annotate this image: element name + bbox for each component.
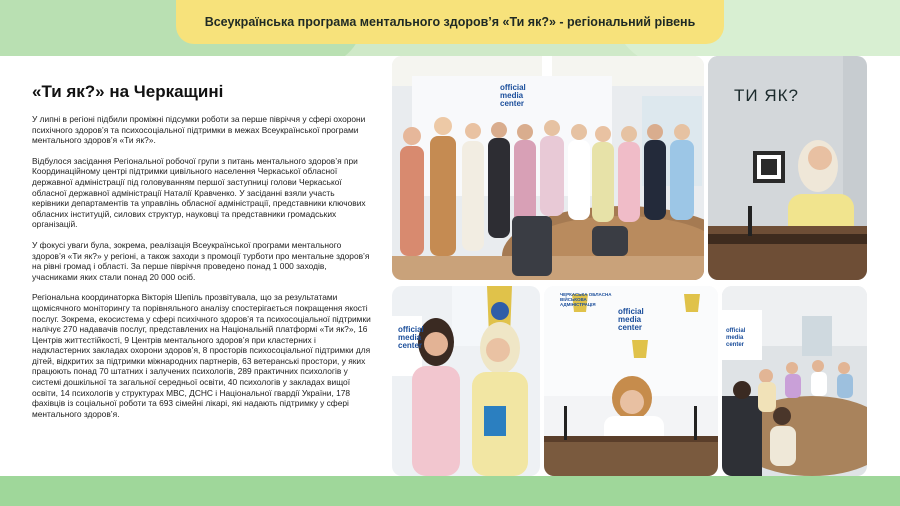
program-logo-text: ТИ ЯК? [734, 86, 799, 105]
article-paragraph-3: У фокусі уваги була, зокрема, реалізація Всеукраїнської програми ментального здоров’я «Ти як?» у регіоні, а також заходи з промоції турботи про ментальне здоров’я на рівні громад і області. За перше півріччя проведено понад 1 000 заходів, учасниками яких стали понад 20 000 осіб. [32, 239, 370, 282]
article-title: «Ти як?» на Черкащині [32, 82, 224, 101]
photo-group-backdrop-text: official media center [500, 83, 526, 108]
photo-speaker [708, 56, 867, 280]
article-paragraph-1: У липні в регіоні підбили проміжні підсумки роботи за перше півріччя у сфері охорони психічного здоров’я та психосоціальної підтримки в межах Всеукраїнської програми ментального здоров’я «Ти як?». [32, 114, 366, 146]
article-paragraph-4: Регіональна координаторка Вікторія Шепіль прозвітувала, що за результатами щомісячного моніторингу та порівняльного аналізу спостерігається покращення якості послуг. Зокрема, екосистема у сфері психічного здоров’я та психосоціальної підтримки налічує 270 надавачів послуг, представлених на Національній платформі «Ти як?», 16 Центрів життєстійкості, 9 Центрів ментального здоров’я при кластерних і надкластерних закладах охорони здоров’я, 8 просторів психосоціальної підтримки для дітей, відкритих за підтримки міжнародних партнерів, 63 ветеранські простори, у яких працюють понад 70 штатних і залучених психологів, 289 практичних психологів у системі дошкільної та загальної середньої освіти, 40 психологів у закладах вищої освіти, 14 психологів у структурах МВС, ДСНС і Національної гвардії України, 178 фахівців із соціальної роботи та 693 сімейні лікарі, які надають підтримку у сфері ментального здоров’я. [32, 292, 371, 419]
background-bottom-strip [0, 476, 900, 506]
photo-two-women [392, 286, 540, 476]
photo-collage [392, 56, 867, 476]
photo-two-women-backdrop-text: official media center [398, 325, 424, 350]
photo-group [392, 56, 704, 280]
photo-desk-backdrop-text: official media center [618, 307, 644, 332]
header-banner [176, 0, 724, 44]
banner-title: Всеукраїнська програма ментального здоров’я «Ти як?» - регіональний рівень [204, 15, 696, 29]
photo-desk-speaker [544, 286, 718, 476]
article-column [32, 82, 372, 429]
photo-meeting-backdrop-text: official media center [726, 328, 746, 348]
article-paragraph-2: Відбулося засідання Регіональної робочої групи з питань ментального здоров’я при Координаційному центрі підтримки цивільного населення Черкаської обласної державної адміністрації під головуванням першої заступниці голови Черкаської обласної державної адміністрації Наталії Кравченко. У засіданні взяли участь керівники департаментів та управлінь обласної адміністрації, представники ключових обласних інституцій, силових структур, науковці та представники громадських організацій. [32, 155, 366, 230]
content-card [0, 56, 900, 476]
photo-desk-admin-text: ЧЕРКАСЬКА ОБЛАСНА ВІЙСЬКОВА АДМІНІСТРАЦІЯ [560, 292, 612, 307]
photo-meeting-room [722, 286, 867, 476]
